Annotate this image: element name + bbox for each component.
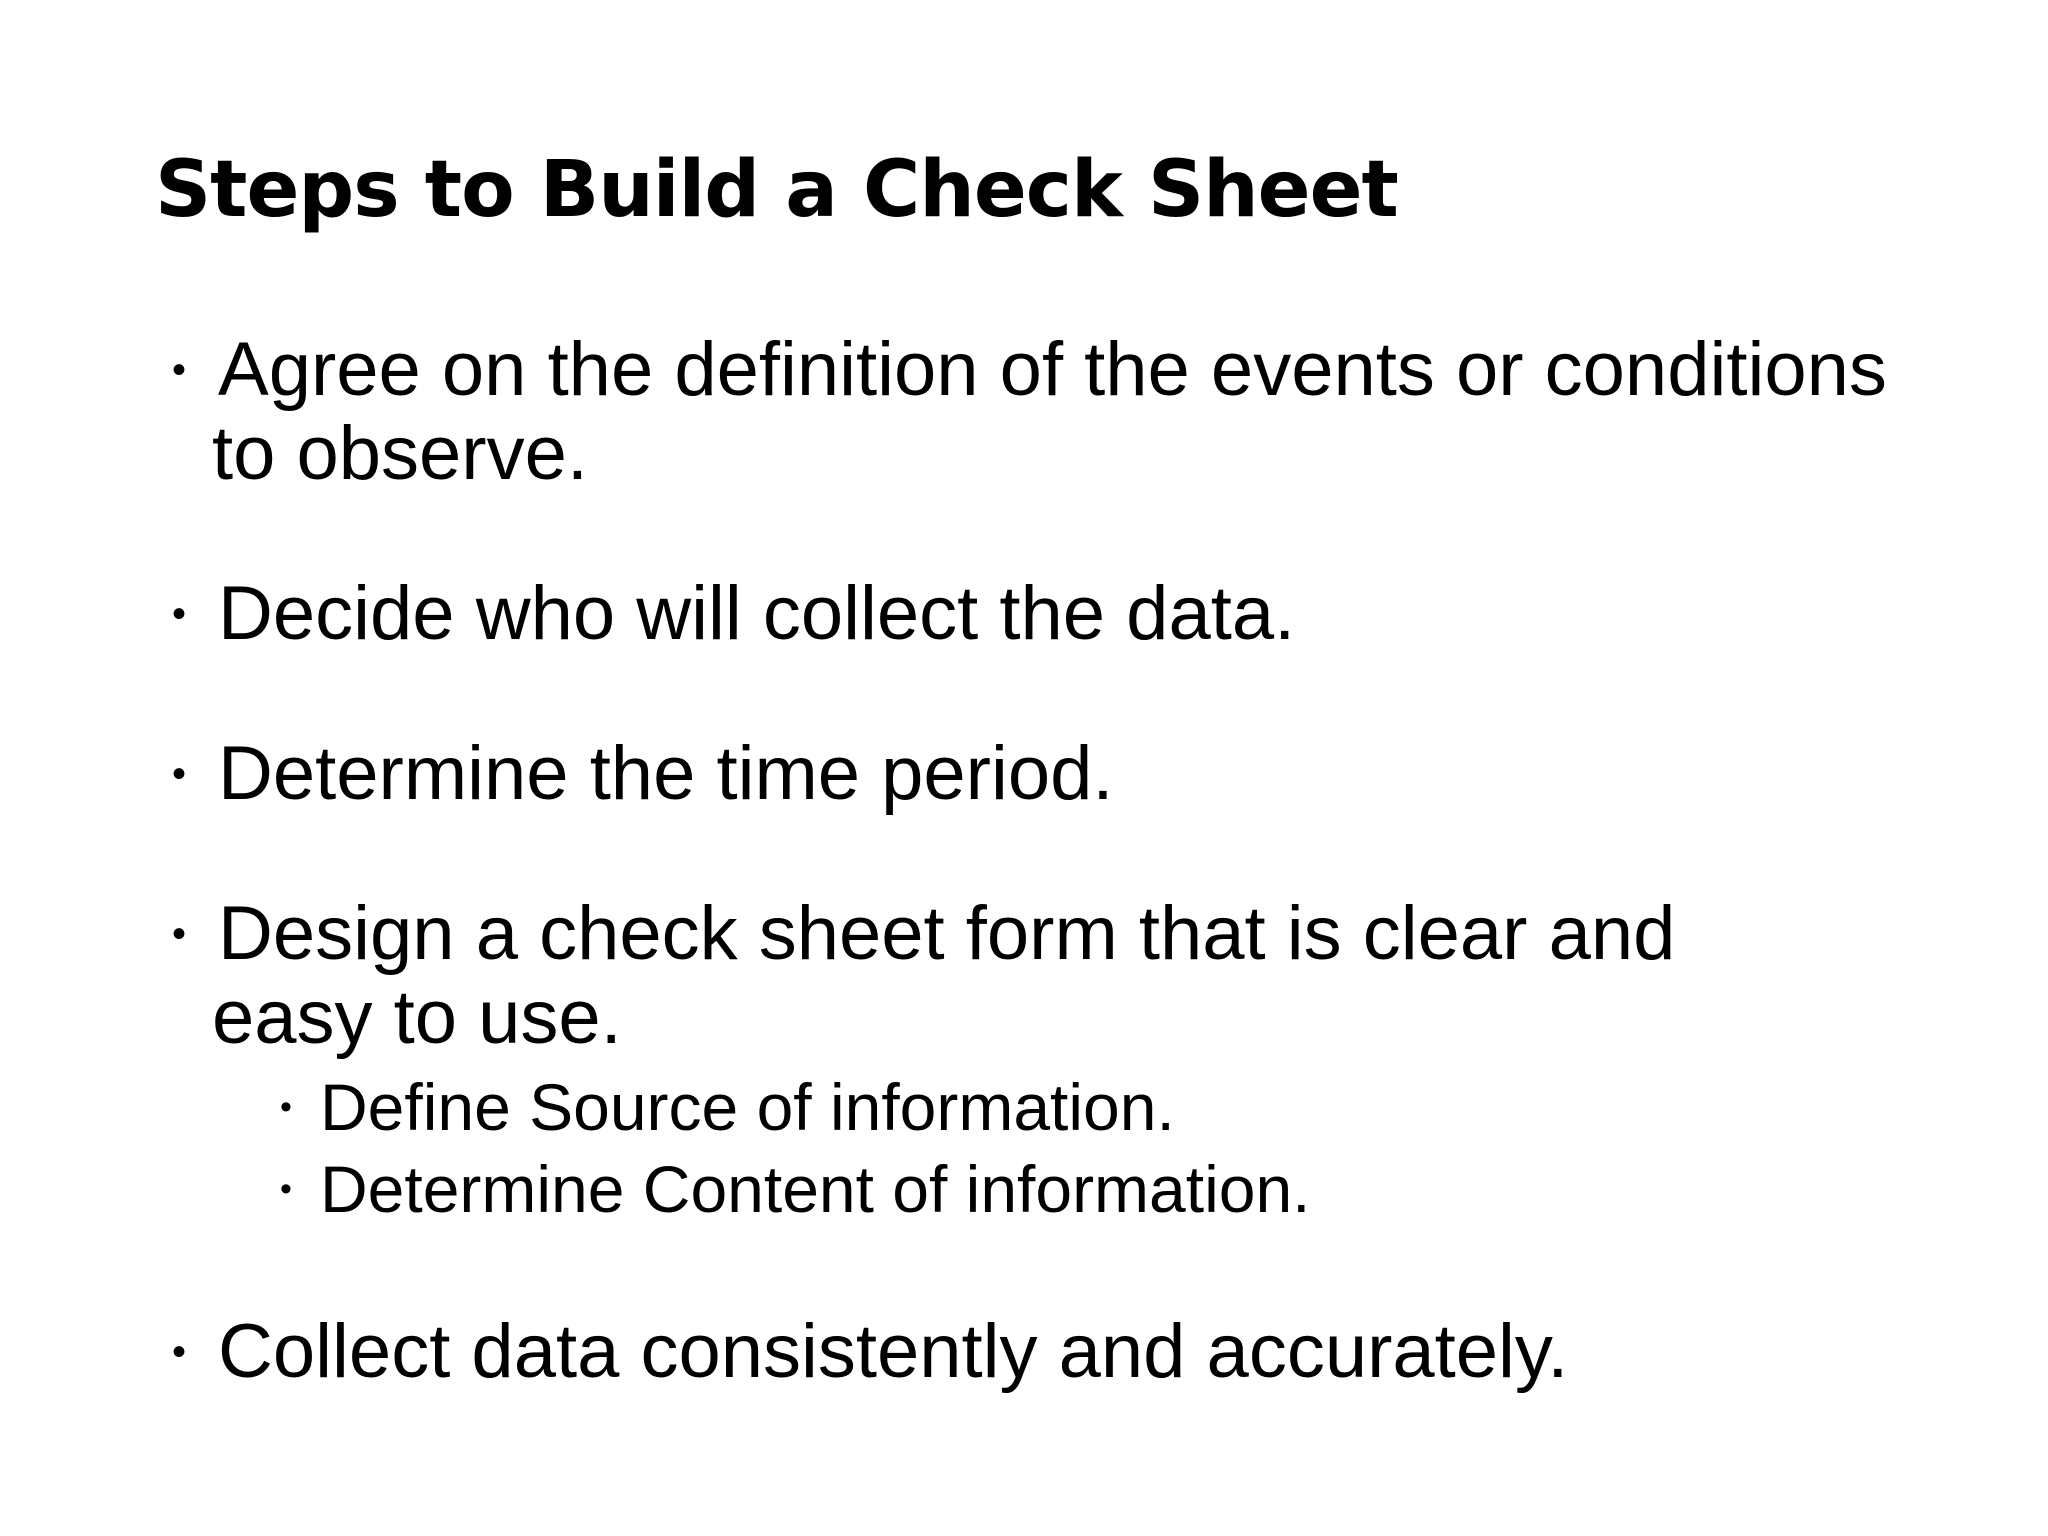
bullet-text <box>212 327 1887 496</box>
bullet-line-continuation: to observe. <box>212 411 588 496</box>
bullet-line: Design a check sheet form that is clear and <box>218 891 1676 976</box>
bullet-line-continuation: easy to use. <box>212 975 622 1060</box>
bullet-text: Determine the time period. <box>218 731 1114 816</box>
sub-bullet-text: Determine Content of information. <box>320 1152 1311 1226</box>
sub-bullet-dot-icon: • <box>280 1088 292 1126</box>
sub-bullet-text: Define Source of information. <box>320 1070 1175 1144</box>
bullet-dot-icon: • <box>172 752 187 796</box>
bullet-line: Agree on the definition of the events or conditions <box>218 327 1887 412</box>
bullet-text: Collect data consistently and accurately. <box>218 1309 1569 1394</box>
bullet-text <box>212 891 1676 1060</box>
bullet-text: Decide who will collect the data. <box>218 571 1296 656</box>
bullet-dot-icon: • <box>172 912 187 956</box>
sub-bullet-dot-icon: • <box>280 1170 292 1208</box>
slide-title: Steps to Build a Check Sheet <box>155 145 1398 235</box>
bullet-dot-icon: • <box>172 592 187 636</box>
bullet-dot-icon: • <box>172 348 187 392</box>
bullet-dot-icon: • <box>172 1330 187 1374</box>
